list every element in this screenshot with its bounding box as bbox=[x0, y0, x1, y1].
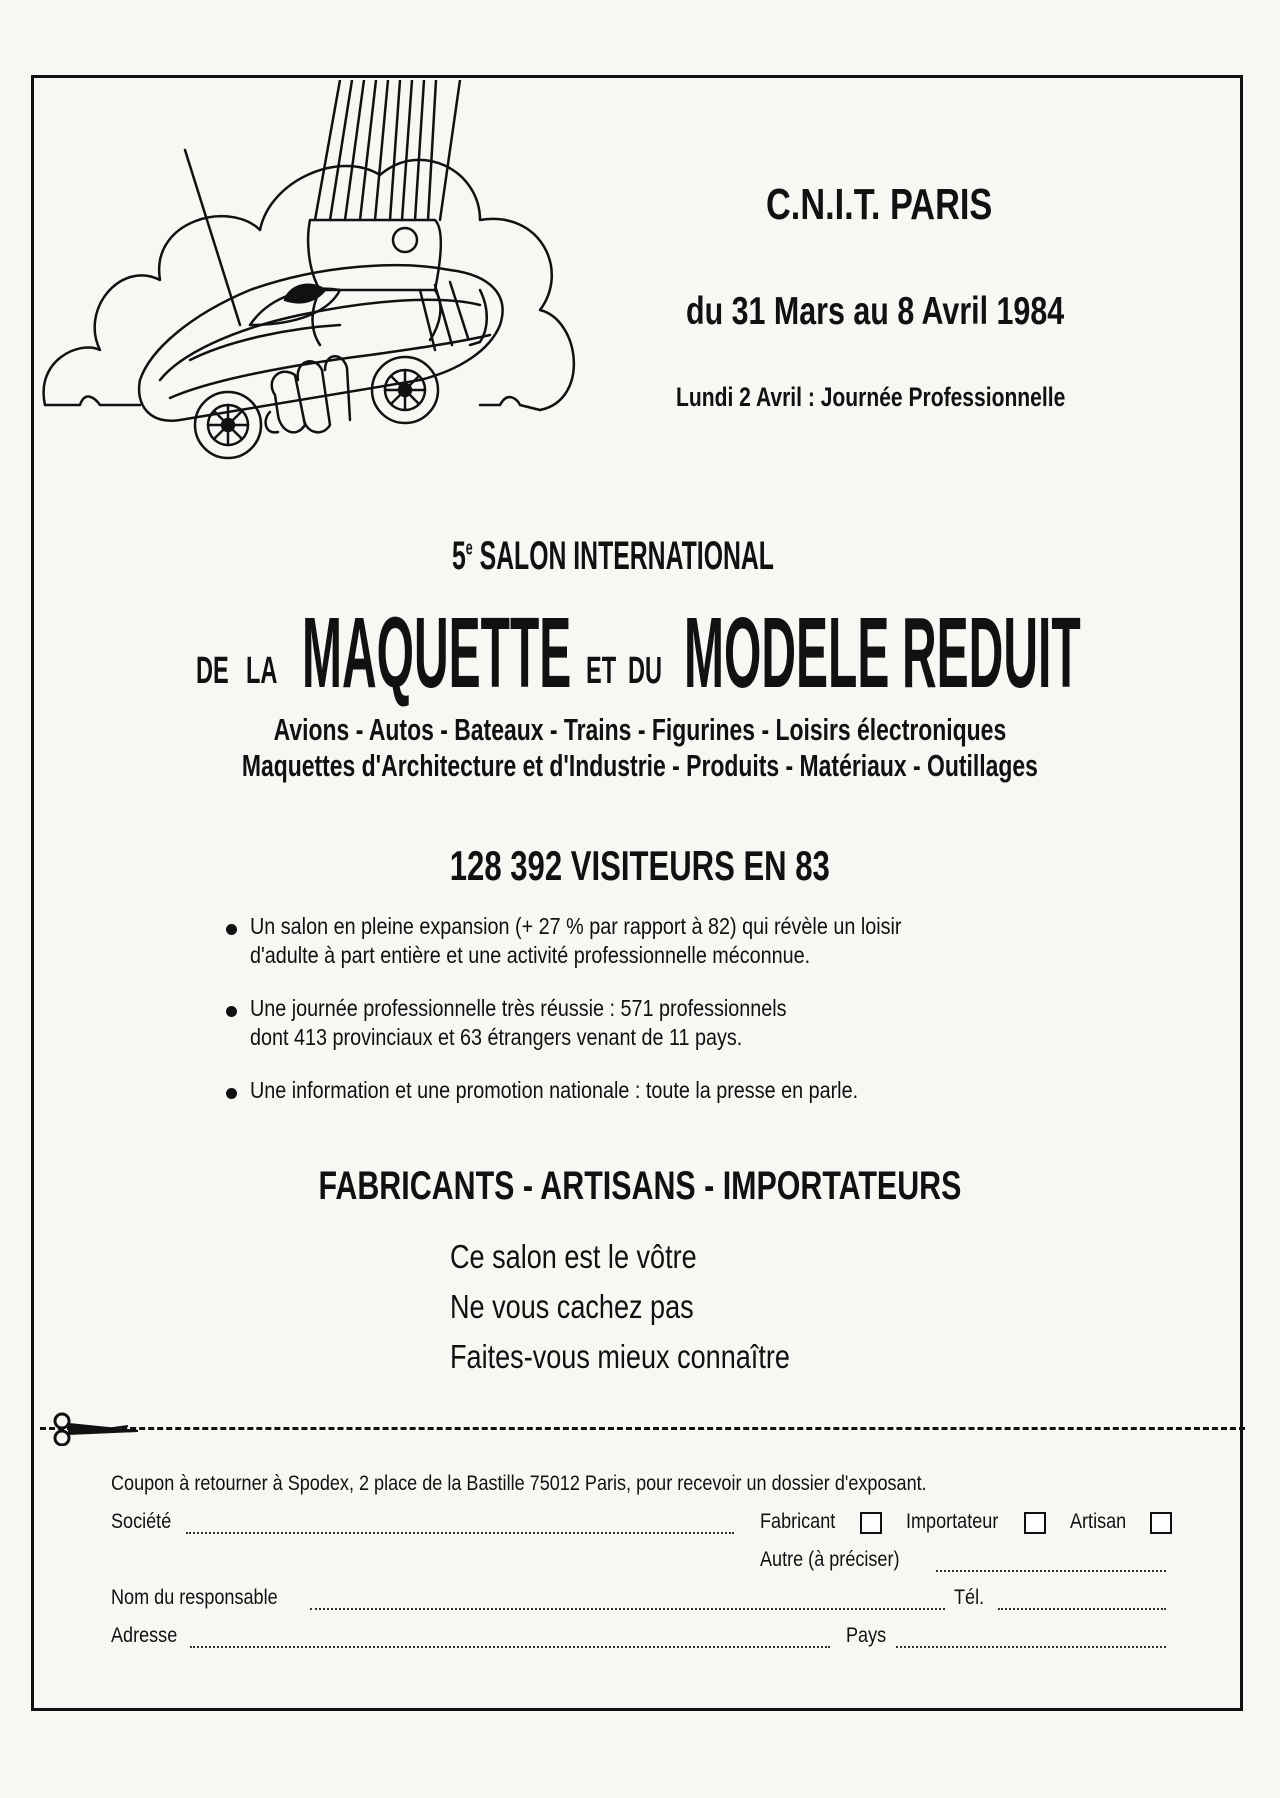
manager-field[interactable] bbox=[310, 1608, 945, 1610]
headline-modele: MODELE bbox=[684, 597, 890, 709]
company-field[interactable] bbox=[186, 1532, 734, 1534]
professional-day: Lundi 2 Avril : Journée Professionnelle bbox=[676, 382, 1066, 412]
country-field[interactable] bbox=[896, 1646, 1166, 1648]
artisan-checkbox[interactable] bbox=[1150, 1512, 1172, 1534]
headline-la: LA bbox=[246, 650, 278, 692]
other-label: Autre (à préciser) bbox=[760, 1548, 900, 1571]
headline-maquette: MAQUETTE bbox=[302, 597, 572, 709]
audience-heading: FABRICANTS - ARTISANS - IMPORTATEURS bbox=[318, 1164, 962, 1208]
fabricant-option[interactable]: Fabricant bbox=[760, 1510, 836, 1533]
edition-label: SALON INTERNATIONAL bbox=[479, 534, 774, 578]
headline-et: ET bbox=[586, 650, 617, 692]
bullet-icon bbox=[226, 1006, 237, 1017]
headline-reduit: REDUIT bbox=[902, 597, 1081, 709]
headline-de: DE bbox=[196, 650, 229, 692]
importateur-checkbox[interactable] bbox=[1024, 1512, 1046, 1534]
country-label: Pays bbox=[846, 1624, 887, 1647]
main-headline bbox=[196, 596, 1081, 709]
bullet-icon bbox=[226, 924, 237, 935]
edition-number: 5 bbox=[452, 534, 466, 578]
cut-line bbox=[40, 1427, 1245, 1430]
event-dates: du 31 Mars au 8 Avril 1984 bbox=[686, 290, 1065, 333]
other-field[interactable] bbox=[936, 1570, 1166, 1572]
highlights-list bbox=[222, 912, 1082, 1129]
edition-heading bbox=[452, 534, 774, 579]
artisan-option[interactable]: Artisan bbox=[1070, 1510, 1127, 1533]
slogan-line-2: Ne vous cachez pas bbox=[450, 1288, 694, 1325]
company-label: Société bbox=[111, 1510, 172, 1533]
highlight-item: Une information et une promotion nationale : toute la presse en parle. bbox=[222, 1076, 1082, 1105]
headline-du: DU bbox=[628, 650, 663, 692]
importateur-option[interactable]: Importateur bbox=[906, 1510, 999, 1533]
edition-suffix: e bbox=[465, 537, 473, 560]
scissors-icon bbox=[38, 1412, 148, 1446]
categories-line-2: Maquettes d'Architecture et d'Industrie - Produits - Matériaux - Outillages bbox=[241, 748, 1039, 783]
manager-label: Nom du responsable bbox=[111, 1586, 278, 1609]
address-field[interactable] bbox=[190, 1646, 830, 1648]
highlight-item: Un salon en pleine expansion (+ 27 % par rapport à 82) qui révèle un loisir d'adulte à part entière et une activité professionnelle méconnue. bbox=[222, 912, 1082, 970]
venue-title: C.N.I.T. PARIS bbox=[766, 180, 993, 229]
phone-label: Tél. bbox=[954, 1586, 985, 1609]
rc-car-illustration bbox=[40, 80, 600, 480]
phone-field[interactable] bbox=[998, 1608, 1166, 1610]
visitors-count: 128 392 VISITEURS EN 83 bbox=[449, 842, 831, 889]
slogan-line-1: Ce salon est le vôtre bbox=[450, 1238, 697, 1275]
slogan-line-3: Faites-vous mieux connaître bbox=[450, 1338, 790, 1375]
fabricant-checkbox[interactable] bbox=[860, 1512, 882, 1534]
coupon-intro: Coupon à retourner à Spodex, 2 place de la Bastille 75012 Paris, pour recevoir un dossier d'exposant. bbox=[111, 1472, 927, 1495]
highlight-item: Une journée professionnelle très réussie : 571 professionnels dont 413 provinciaux et 63 étrangers venant de 11 pays. bbox=[222, 994, 1082, 1052]
categories-line-1: Avions - Autos - Bateaux - Trains - Figurines - Loisirs électroniques bbox=[273, 712, 1007, 747]
bullet-icon bbox=[226, 1088, 237, 1099]
address-label: Adresse bbox=[111, 1624, 178, 1647]
